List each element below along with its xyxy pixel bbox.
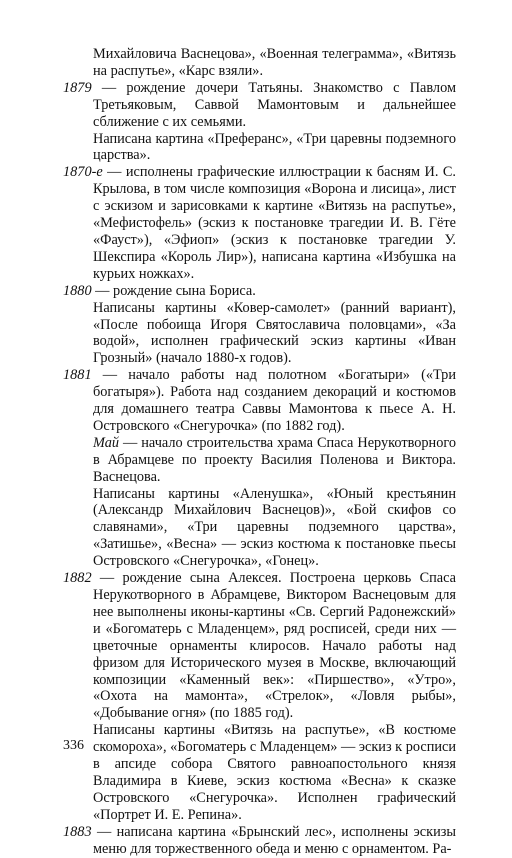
paragraph-3 bbox=[63, 131, 456, 165]
entry-text: — рождение сына Бориса. bbox=[91, 282, 256, 299]
paragraph-text: Написаны картины «Аленушка», «Юный крестьянин (Александр Михайлович Васнецов)», «Бой скифов со славянами», «Три царевны подземного царства», «Затишье», «Весна» — эскиз костюма к постановке пьесы Островского «Снегурочка», «Гонец». bbox=[93, 485, 456, 570]
paragraph-text: Написаны картины «Ковер-самолет» (ранний вариант), «После побоища Игоря Святославича половцами», «За водой», исполнен графический эскиз картины «Иван Грозный» (начало 1880-х годов). bbox=[93, 299, 456, 367]
entry-date: 1883 bbox=[63, 823, 92, 840]
paragraph-date: Май bbox=[93, 434, 120, 451]
paragraph-text: — начало строительства храма Спаса Нерукотворного в Абрамцеве по проекту Василия Поленова и Виктора. Васнецова. bbox=[93, 434, 456, 485]
paragraph-may bbox=[63, 435, 456, 486]
chronology-entry-1870s bbox=[63, 164, 456, 282]
paragraph-9 bbox=[63, 486, 456, 571]
chronology-entry-1879 bbox=[63, 80, 456, 131]
paragraph-1 bbox=[63, 46, 456, 80]
entry-text: — начало работы над полотном «Богатыри» («Три богатыря»). Работа над созданием декораций и костюмов для домашнего театра Саввы Мамонтова к пьесе А. Н. Островского «Снегурочка» (по 1882 год). bbox=[91, 367, 456, 434]
chronology-entry-1883 bbox=[63, 824, 456, 858]
entry-text: — рождение сына Алексея. Построена церковь Спаса Нерукотворного в Абрамцеве, Виктором Васнецовым для нее выполнены иконы-картины «Св. Сергий Радонежский» и «Богоматерь с Младенцем», ряд росписей, среди них — цветочные орнаменты клиросов. Начало работы над фризом для Исторического музея в Москве, включающий композиции «Каменный век»: «Пиршество», «Утро», «Охота на мамонта», «Стрелок», «Ловля рыбы», «Добывание огня» (по 1885 год). bbox=[91, 570, 456, 722]
entry-date: 1879 bbox=[63, 79, 92, 96]
entry-text: — написана картина «Брынский лес», исполнены эскизы меню для торжественного обеда и меню с орнаментом. Ра- bbox=[91, 823, 456, 857]
entry-date: 1870-е bbox=[63, 164, 103, 181]
chronology-entry-1882 bbox=[63, 570, 456, 722]
paragraph-text: Написана картина «Преферанс», «Три царевны подземного царства». bbox=[93, 130, 456, 164]
paragraph-11 bbox=[63, 722, 456, 823]
chronology-entry-1880 bbox=[63, 283, 456, 300]
page-number: 336 bbox=[63, 738, 84, 753]
entry-date: 1881 bbox=[63, 367, 92, 384]
paragraph-6 bbox=[63, 300, 456, 368]
entry-date: 1880 bbox=[63, 282, 92, 299]
paragraph-text: Написаны картины «Витязь на распутье», «В костюме скомороха», «Богоматерь с Младенцем» — эскиз к росписи в апсиде собора Святого равноапостольного князя Владимира в Киеве, эскиз костюма «Весна» к сказке Островского «Снегурочка». Исполнен графический «Портрет И. Е. Репина». bbox=[93, 722, 456, 823]
page-body bbox=[63, 46, 456, 858]
paragraph-text: Михайловича Васнецова», «Военная телеграмма», «Витязь на распутье», «Карс взяли». bbox=[93, 46, 456, 79]
entry-date: 1882 bbox=[63, 570, 92, 587]
entry-text: — рождение дочери Татьяны. Знакомство с Павлом Третьяковым, Саввой Мамонтовым и дальнейшее сближение с их семьями. bbox=[91, 79, 456, 130]
chronology-entry-1881 bbox=[63, 367, 456, 435]
entry-text: — исполнены графические иллюстрации к басням И. С. Крылова, в том числе композиция «Ворона и лисица», лист с эскизом и зарисовками к картине «Витязь на распутье», «Мефистофель» (эскиз к постановке трагедии И. В. Гёте «Фауст»), «Эфиоп» (эскиз к постановке трагедии У. Шекспира «Король Лир»), написана картина «Избушка на курьих ножках». bbox=[93, 164, 456, 282]
